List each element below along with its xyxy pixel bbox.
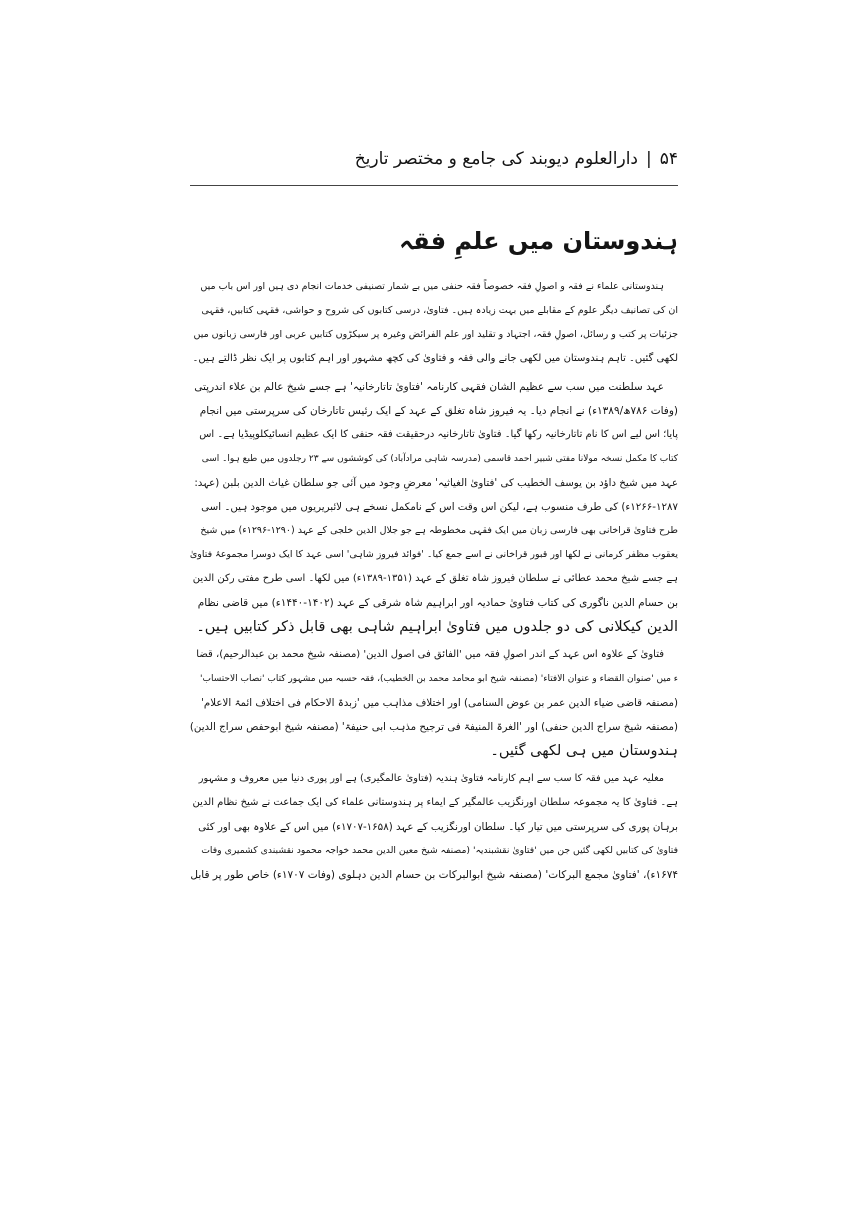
text-line: کتاب کا مکمل نسخہ مولانا مفتی شبیر احمد قاسمی (مدرسہ شاہی مرادآباد) کی کوششوں سے ۲۳ رجلدوں میں طبع ہوا۔ اسی (201, 454, 678, 464)
section-heading: ہندوستان میں علمِ فقہ (399, 227, 678, 255)
page-number: ۵۴ (659, 149, 678, 169)
text-line: پایا؛ اس لیے اس کا نام تاتارخانیہ رکھا گیا۔ فتاویٰ تاتارخانیہ درحقیقت فقہ حنفی کا ایک عظیم انسائیکلوپیڈیا ہے۔ اس (199, 429, 678, 440)
text-line: عہد میں شیخ داؤد بن یوسف الخطیب کی 'فتاویٰ الغیاثیہ' معرضِ وجود میں آئی جو سلطان غیاث الدین بلبن (عہد: (194, 477, 678, 489)
text-line: ء میں 'صنوان القضاء و عنوان الافتاء' (مصنفہ شیخ ابو محامد محمد بن الخطیب)، فقہ حسبہ میں مشہور کتاب 'نصاب الاحتساب' (200, 674, 678, 684)
header-rule (190, 185, 678, 186)
text-line: فتاویٰ کی کتابیں لکھی گئیں جن میں 'فتاویٰ نقشبندیہ' (مصنفہ شیخ معین الدین محمد خواجہ محمود نقشبندی کشمیری وفات (201, 845, 678, 856)
text-line: مغلیہ عہد میں فقہ کا سب سے اہم کارنامہ فتاویٰ ہندیہ (فتاویٰ عالمگیری) ہے اور پوری دنیا میں معروف و مشہور (198, 773, 664, 784)
paragraph (190, 767, 678, 887)
text-line: ہندوستانی علماء نے فقہ و اصولِ فقہ خصوصاً فقہ حنفی میں بے شمار تصنیفی خدمات انجام دی ہیں اور اس باب میں (200, 281, 664, 292)
running-title: دارالعلوم دیوبند کی جامع و مختصر تاریخ (354, 149, 638, 169)
text-line: یعقوب مظفر کرمانی نے لکھا اور قبور قراخانی نے اسے جمع کیا۔ 'فوائد فیروز شاہی' اسی عہد کا ایک دوسرا مجموعۂ فتاویٰ (190, 549, 678, 560)
text-line: ہندوستان میں ہی لکھی گئیں۔ (490, 743, 678, 759)
text-line: ۱۲۶۶-۱۲۸۷ء) کی طرف منسوب ہے، لیکن اس وقت اس کے نامکمل نسخے ہی لائبریریوں میں موجود ہیں۔ اسی (201, 501, 678, 513)
text-line: (وفات ۷۸۶ھ/۱۳۸۹ء) نے انجام دیا۔ یہ فیروز شاہ تغلق کے عہد کے ایک رئیس تاتارخان کی سرپرستی میں انجام (199, 405, 678, 417)
text-line: عہد سلطنت میں سب سے عظیم الشان فقہی کارنامہ 'فتاویٰ تاتارخانیہ' ہے جسے شیخ عالم بن علاء اندرپتی (194, 381, 664, 393)
text-line: بن حسام الدین ناگوری کی کتاب فتاویٰ حمادیہ اور ابراہیم شاہ شرقی کے عہد (۱۴۰۲-۱۴۴۰ء) میں قاضی نظام (197, 597, 678, 609)
text-line: برہان پوری کی سرپرستی میں تیار کیا۔ سلطان اورنگزیب کے عہد (۱۶۵۸-۱۷۰۷ء) میں اس کے علاوہ بھی اور کئی (198, 821, 678, 833)
paragraph (190, 375, 678, 639)
text-line: (مصنفہ شیخ سراج الدین حنفی) اور 'الغرۃ المنیفۃ فی ترجیح مذہب ابی حنیفۃ' (مصنفہ شیخ ابوحفص سراج الدین) (190, 721, 678, 733)
header-separator: | (646, 149, 652, 169)
text-line: ہے جسے شیخ محمد عطائی نے سلطان فیروز شاہ تغلق کے عہد (۱۳۵۱-۱۳۸۹ء) میں لکھا۔ اسی طرح مفتی رکن الدین (192, 573, 678, 584)
text-line: الدین کیکلانی کی دو جلدوں میں فتاویٰ ابراہیم شاہی بھی قابل ذکر کتابیں ہیں۔ (196, 619, 678, 635)
text-line: ۱۶۷۴ء)، 'فتاویٰ مجمع البرکات' (مصنفہ شیخ ابوالبرکات بن حسام الدین دہلوی (وفات ۱۷۰۷ء) خاص طور پر قابل (190, 869, 678, 881)
body-text (190, 275, 678, 891)
text-line: فتاویٰ کے علاوہ اس عہد کے اندر اصولِ فقہ میں 'الفائق فی اصول الدین' (مصنفہ شیخ محمد بن عبدالرحیم)، قضا (196, 649, 664, 660)
text-line: ان کی تصانیف دیگر علوم کے مقابلے میں بہت زیادہ ہیں۔ فتاویٰ، درسی کتابوں کی شروح و حواشی، فقہی کتابیں، فقہی (201, 305, 678, 316)
paragraph (190, 275, 678, 371)
text-line: (مصنفہ قاضی ضیاء الدین عمر بن عوض السنامی) اور اختلاف مذاہب میں 'زبدۃ الاحکام فی اختلاف ائمۃ الاعلام' (201, 697, 678, 709)
text-line: جزئیات پر کتب و رسائل، اصولِ فقہ، اجتہاد و تقلید اور علم الفرائض وغیرہ پر سیکڑوں کتابیں عربی اور فارسی زبانوں میں (193, 329, 678, 340)
running-header (190, 148, 678, 170)
paragraph (190, 643, 678, 763)
text-line: ہے۔ فتاویٰ کا یہ مجموعہ سلطان اورنگزیب عالمگیر کے ایماء پر ہندوستانی علماء کی ایک جماعت نے شیخ نظام الدین (192, 797, 678, 808)
text-line: لکھی گئیں۔ تاہم ہندوستان میں لکھی جانے والی فقہ و فتاویٰ کی کچھ مشہور اور اہم کتابوں پر ایک نظر ڈالتے ہیں۔ (192, 353, 678, 364)
text-line: طرح فتاویٰ قراخانی بھی فارسی زبان میں ایک فقہی مخطوطہ ہے جو جلال الدین خلجی کے عہد (۱۲۹۰-۱۲۹۶ء) میں شیخ (200, 525, 678, 536)
